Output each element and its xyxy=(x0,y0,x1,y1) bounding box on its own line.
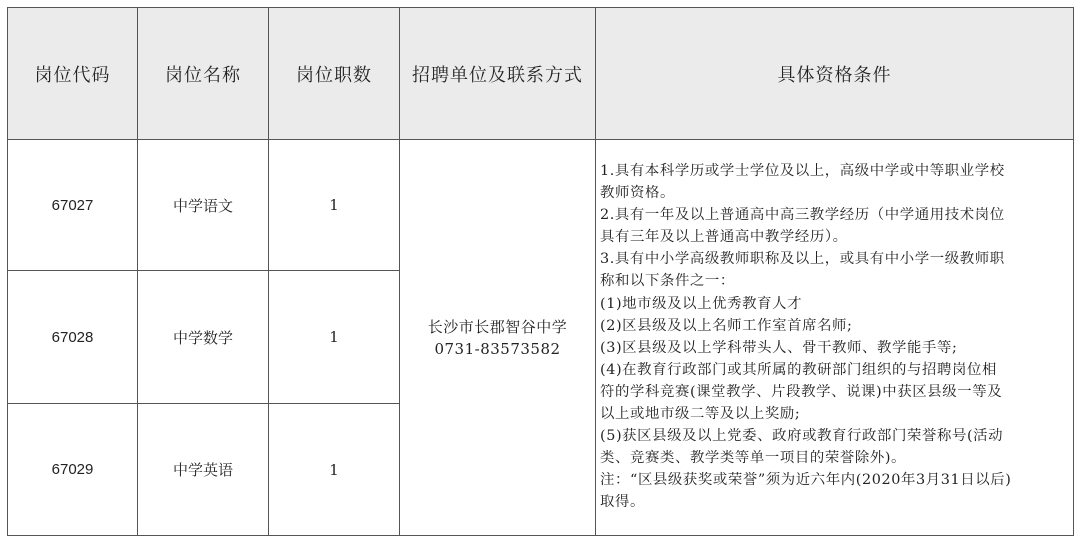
requirement-line: 符的学科竞赛(课堂教学、片段教学、说课)中获区县级一等及 xyxy=(600,383,1003,400)
unit-phone: 0731-83573582 xyxy=(434,339,561,358)
header-row xyxy=(8,8,1074,140)
position-count: 1 xyxy=(269,404,400,536)
header-position-name: 岗位名称 xyxy=(138,8,269,140)
requirement-line: 取得。 xyxy=(600,494,645,511)
recruiting-unit xyxy=(400,140,596,536)
requirement-line: 具有三年及以上普通高中教学经历）。 xyxy=(600,229,848,246)
unit-name: 长沙市长郡智谷中学 xyxy=(427,317,568,336)
requirement-line: (5)获区县级及以上党委、政府或教育行政部门荣誉称号(活动 xyxy=(600,428,1004,445)
header-position-code: 岗位代码 xyxy=(8,8,138,140)
requirement-line: (1)地市级及以上优秀教育人才 xyxy=(600,295,803,312)
position-name: 中学语文 xyxy=(138,140,269,271)
table-row xyxy=(8,140,1074,271)
requirement-line: 3.具有中小学高级教师职称及以上，或具有中小学一级教师职 xyxy=(600,251,1005,268)
requirement-line: (4)在教育行政部门或其所属的教研部门组织的与招聘岗位相 xyxy=(600,361,997,378)
position-count: 1 xyxy=(269,271,400,404)
requirement-line: 1.具有本科学历或学士学位及以上，高级中学或中等职业学校 xyxy=(600,163,1005,179)
position-code: 67028 xyxy=(8,271,138,404)
requirement-line: 2.具有一年及以上普通高中高三教学经历（中学通用技术岗位 xyxy=(600,207,1005,224)
recruitment-table xyxy=(7,7,1074,536)
qualification-requirements xyxy=(596,140,1074,536)
position-name: 中学数学 xyxy=(138,271,269,404)
requirement-line: 注：“区县级获奖或荣誉”须为近六年内(2020年3月31日以后) xyxy=(600,472,1012,489)
requirement-line: 以上或地市级二等及以上奖励; xyxy=(600,406,801,423)
header-position-count: 岗位职数 xyxy=(269,8,400,140)
requirement-line: 称和以下条件之一： xyxy=(600,273,735,290)
requirement-line: (3)区县级及以上学科带头人、骨干教师、教学能手等; xyxy=(600,339,958,356)
position-count: 1 xyxy=(269,140,400,271)
position-code: 67029 xyxy=(8,404,138,536)
requirement-line: 教师资格。 xyxy=(600,185,675,202)
header-qualifications: 具体资格条件 xyxy=(596,8,1074,140)
position-name: 中学英语 xyxy=(138,404,269,536)
requirement-line: (2)区县级及以上名师工作室首席名师; xyxy=(600,317,853,334)
requirement-line: 类、竞赛类、教学类等单一项目的荣誉除外)。 xyxy=(600,450,907,467)
header-unit-contact: 招聘单位及联系方式 xyxy=(400,8,596,140)
position-code: 67027 xyxy=(8,140,138,271)
